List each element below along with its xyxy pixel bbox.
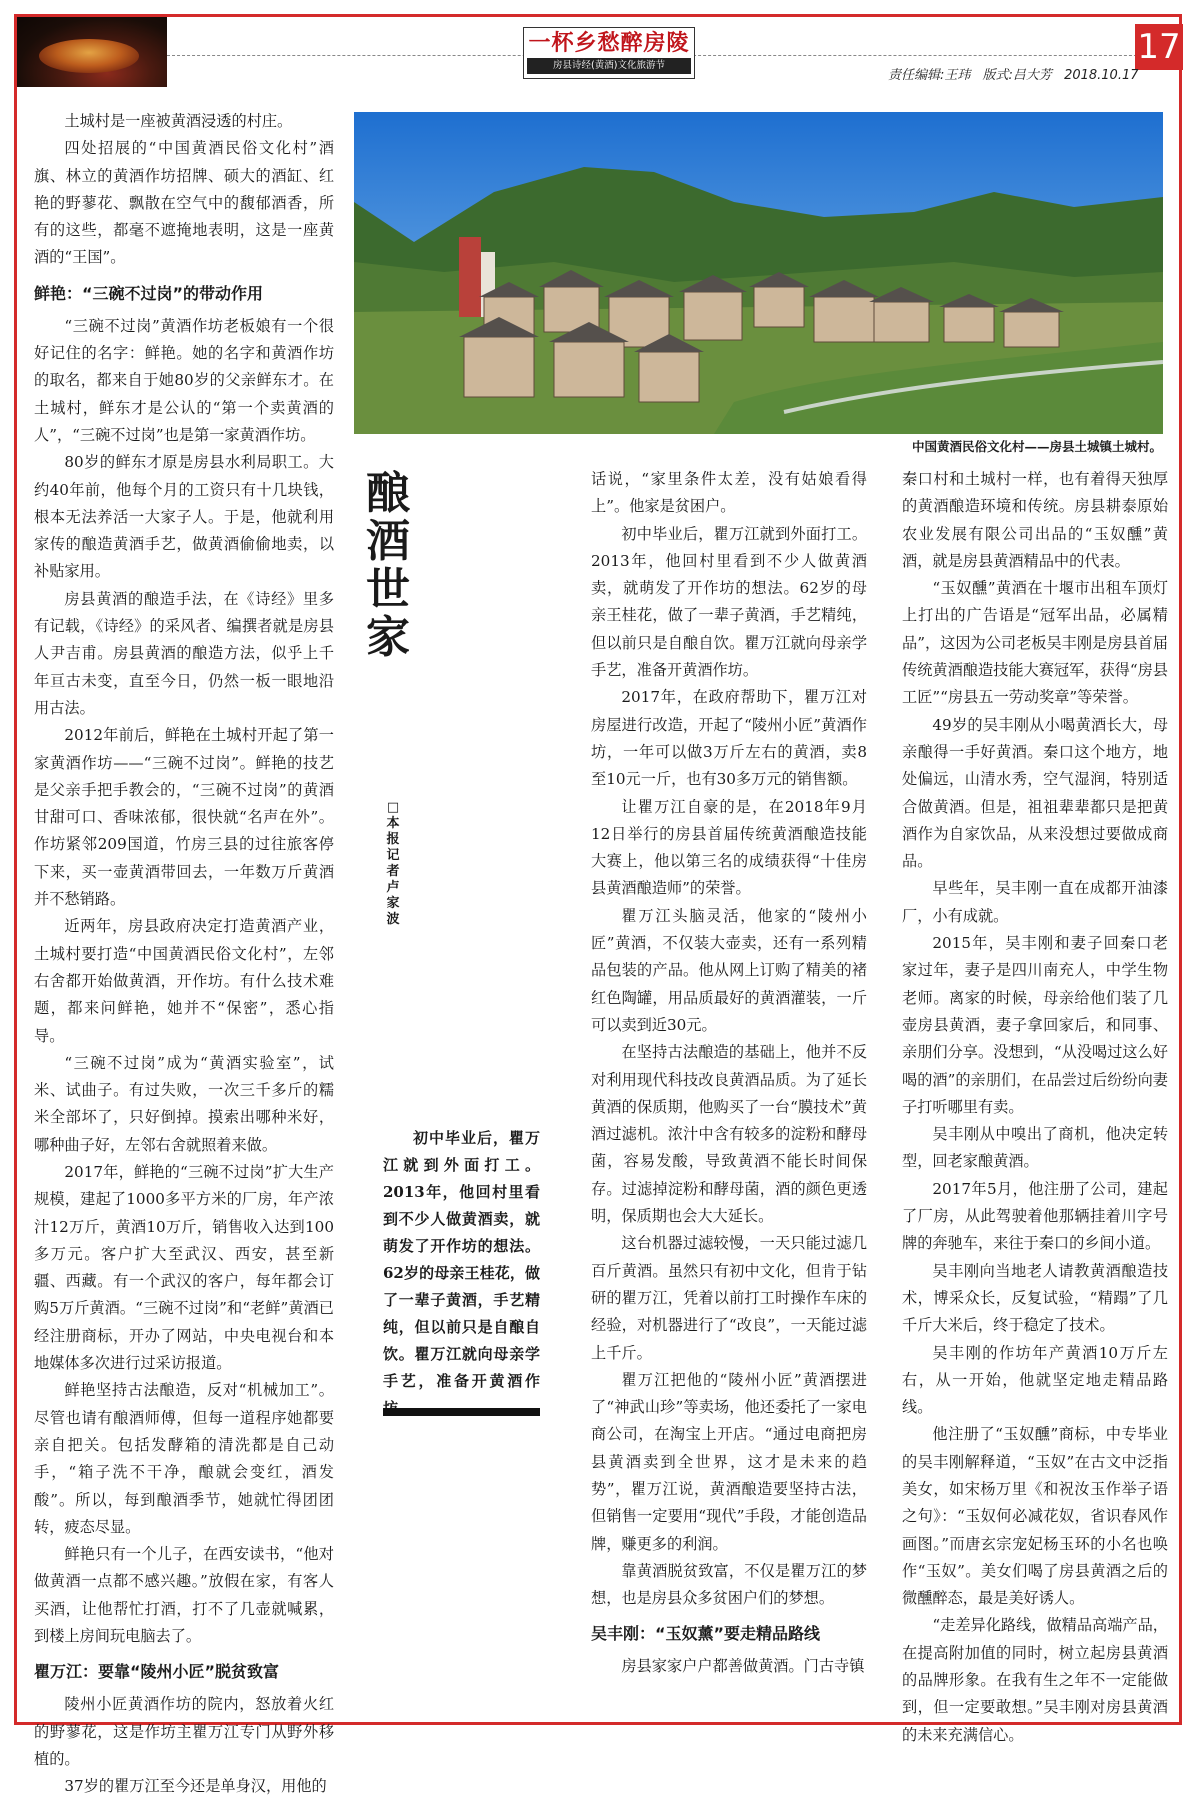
paragraph: 房县家家户户都善做黄酒。门古寺镇 [621,1657,865,1676]
paragraph: 他注册了“玉奴醺”商标，中专毕业的吴丰刚解释道，“玉奴”在古文中泛指美女，如宋杨万里《和祝汝玉作举子语之句》：“玉奴何必减花奴，省识春风作画图。”而唐玄宗宠妃杨玉环的小名也唤作“玉奴”。美女们喝了房县黄酒之后的微醺醉态，最是美好诱人。 [902,1425,1168,1608]
paragraph: 让瞿万江自豪的是，在2018年9月12日举行的房县首届传统黄酒酿造技能大赛上，他以第三名的成绩获得“十佳房县黄酒酿造师”的荣誉。 [591,797,867,898]
byline-char: 记 [386,848,400,863]
paragraph: 2015年，吴丰刚和妻子回秦口老家过年，妻子是四川南充人，中学生物老师。离家的时候，母亲给他们装了几壶房县黄酒，妻子拿回家后，和同事、亲朋们分享。没想到，“从没喝过这么好喝的酒”的亲朋们，在品尝过后纷纷向妻子打听哪里有卖。 [902,934,1168,1116]
page-number: 17 [1135,24,1183,70]
photo-caption: 中国黄酒民俗文化村——房县土城镇土城村。 [911,439,1162,454]
section-heading: 吴丰刚：“玉奴薰”要走精品路线 [591,1624,821,1644]
editor-credit: 责任编辑:王玮 [888,68,971,83]
logo-subtitle: 房县诗经(黄酒)文化旅游节 [527,58,691,74]
layout-credit: 版式:吕大芳 [982,68,1052,83]
headline-char: 酿 [366,468,410,519]
section-heading: 瞿万江：要靠“陵州小匠”脱贫致富 [34,1662,280,1682]
paragraph: 早些年，吴丰刚一直在成都开油漆厂，小有成就。 [902,879,1168,925]
article-column-3 [591,466,867,1681]
headline-char: 家 [366,612,410,663]
paragraph: 初中毕业后，瞿万江就到外面打工。2013年，他回村里看到不少人做黄酒卖，就萌发了开作坊的想法。62岁的母亲王桂花，做了一辈子黄酒，手艺精纯，但以前只是自酿自饮。瞿万江就向母亲学手艺，准备开黄酒作坊。 [591,524,867,680]
article-column-1 [34,108,334,1801]
paragraph: 吴丰刚向当地老人请教黄酒酿造技术，博采众长，反复试验，“精蹋”了几千斤大米后，终于稳定了技术。 [902,1261,1168,1335]
article-column-4 [902,466,1168,1749]
paragraph: “走差异化路线，做精品高端产品，在提高附加值的同时，树立起房县黄酒的品牌形象。在我有生之年不一定能做到，但一定要敢想。”吴丰刚对房县黄酒的未来充满信心。 [902,1616,1168,1744]
logo-title: 一杯乡愁醉房陵 [528,30,690,56]
reporter-byline [382,800,404,928]
paragraph: 49岁的吴丰刚从小喝黄酒长大，母亲酿得一手好黄酒。秦口这个地方，地处偏远，山清水秀，空气湿润，特别适合做黄酒。但是，祖祖辈辈都只是把黄酒作为自家饮品，从来没想过要做成商品。 [902,715,1168,871]
village-photo [354,112,1163,434]
paragraph: 2017年，在政府帮助下，瞿万江对房屋进行改造，开起了“陵州小匠”黄酒作坊，一年可以做3万斤左右的黄酒，卖8至10元一斤，也有30多万元的销售额。 [591,688,867,789]
byline-char: 波 [386,912,400,927]
paragraph: 鲜艳只有一个儿子，在西安读书，“他对做黄酒一点都不感兴趣。”放假在家，有客人买酒，让他帮忙打酒，打不了几壶就喊累，到楼上房间玩电脑去了。 [34,1545,334,1646]
byline-char: 家 [386,896,400,911]
byline-char: □ [386,800,400,815]
paragraph: “三碗不过岗”成为“黄酒实验室”，试米、试曲子。有过失败，一次三千多斤的糯米全部坏了，只好倒掉。摸索出哪种米好，哪种曲子好，左邻右舍就照着来做。 [34,1053,334,1154]
paragraph: 土城村是一座被黄酒浸透的村庄。 [64,112,293,130]
byline-char: 报 [386,832,400,847]
paragraph: 2012年前后，鲜艳在土城村开起了第一家黄酒作坊——“三碗不过岗”。鲜艳的技艺是父亲手把手教会的，“三碗不过岗”的黄酒甘甜可口、香味浓郁，很快就“名声在外”。作坊紧邻209国道，竹房三县的过往旅客停下来，买一壶黄酒带回去，一年数万斤黄酒并不愁销路。 [34,726,334,909]
paragraph: 吴丰刚从中嗅出了商机，他决定转型，回老家酿黄酒。 [902,1125,1168,1171]
paragraph: 四处招展的“中国黄酒民俗文化村”酒旗、林立的黄酒作坊招牌、硕大的酒缸、红艳的野蓼花、飘散在空气中的馥郁酒香，所有的这些，都毫不遮掩地表明，这是一座黄酒的“王国”。 [34,139,334,267]
paragraph: 瞿万江把他的“陵州小匠”黄酒摆进了“神武山珍”等卖场，他还委托了一家电商公司，在淘宝上开店。“通过电商把房县黄酒卖到全世界，这才是未来的趋势”，瞿万江说，黄酒酿造要坚持古法，但销售一定要用“现代”手段，才能创造品牌，赚更多的利润。 [591,1370,867,1553]
paragraph: 话说，“家里条件太差，没有姑娘看得上”。他家是贫困户。 [591,470,867,516]
issue-date: 2018.10.17 [1064,68,1139,83]
headline-char: 酒 [366,516,410,567]
page-credits [880,64,1139,83]
byline-char: 者 [386,864,400,879]
byline-char: 本 [386,816,400,831]
paragraph: 2017年，鲜艳的“三碗不过岗”扩大生产规模，建起了1000多平方米的厂房，年产浓汁12万斤，黄酒10万斤，销售收入达到100多万元。客户扩大至武汉、西安，甚至新疆、西藏。有一个武汉的客户，每年都会订购5万斤黄酒。“三碗不过岗”和“老鲜”黄酒已经注册商标，开办了网站，中央电视台和本地媒体多次进行过采访报道。 [34,1162,334,1373]
paragraph: 近两年，房县政府决定打造黄酒产业，土城村要打造“中国黄酒民俗文化村”，左邻右舍都开始做黄酒，开作坊。有什么技术难题，都来问鲜艳，她并不“保密”，悉心指导。 [34,917,334,1045]
paragraph: 瞿万江头脑灵活，他家的“陵州小匠”黄酒，不仅装大壶卖，还有一系列精品包装的产品。他从网上订购了精美的褚红色陶罐，用品质最好的黄酒灌装，一斤可以卖到近30元。 [591,906,867,1034]
paragraph: 在坚持古法酿造的基础上，他并不反对利用现代科技改良黄酒品质。为了延长黄酒的保质期，他购买了一台“膜技术”黄酒过滤机。浓汁中含有较多的淀粉和酵母菌，容易发酸，导致黄酒不能长时间保存。过滤掉淀粉和酵母菌，酒的颜色更透明，保质期也会大大延长。 [591,1043,867,1226]
paragraph: 37岁的瞿万江至今还是单身汉，用他的 [64,1777,327,1796]
paragraph: 吴丰刚的作坊年产黄酒10万斤左右，从一开始，他就坚定地走精品路线。 [902,1343,1168,1417]
paragraph: “三碗不过岗”黄酒作坊老板娘有一个很好记住的名字：鲜艳。她的名字和黄酒作坊的取名，都来自于她80岁的父亲鲜东才。在土城村，鲜东才是公认的“第一个卖黄酒的人”，“三碗不过岗”也是第一家黄酒作坊。 [34,316,334,444]
wine-cup-image [17,17,167,87]
paragraph: 这台机器过滤较慢，一天只能过滤几百斤黄酒。虽然只有初中文化，但肯于钻研的瞿万江，凭着以前打工时操作车床的经验，对机器进行了“改良”，一天能过滤上千斤。 [591,1234,867,1362]
section-heading: 鲜艳：“三碗不过岗”的带动作用 [34,283,264,303]
section-logo [523,27,695,79]
paragraph: 陵州小匠黄酒作坊的院内，怒放着火红的野蓼花，这是作坊主瞿万江专门从野外移植的。 [34,1695,334,1768]
paragraph: 房县黄酒的酿造手法，在《诗经》里多有记载，《诗经》的采风者、编撰者就是房县人尹吉甫。房县黄酒的酿造方法，似乎上千年亘古未变，直至今日，仍然一板一眼地沿用古法。 [34,589,334,717]
paragraph: 2017年5月，他注册了公司，建起了厂房，从此驾驶着他那辆挂着川字号牌的奔驰车，来往于秦口的乡间小道。 [902,1179,1168,1253]
paragraph: 鲜艳坚持古法酿造，反对“机械加工”。尽管也请有酿酒师傅，但每一道程序她都要亲自把关。包括发酵箱的清洗都是自己动手，“箱子洗不干净，酿就会变红，酒发酸”。所以，每到酿酒季节，她就忙得团团转，疲态尽显。 [34,1381,334,1536]
village-illustration [354,112,1163,434]
pull-quote: 初中毕业后，瞿万江就到外面打工。2013年，他回村里看到不少人做黄酒卖，就萌发了开作坊的想法。62岁的母亲王桂花，做了一辈子黄酒，手艺精纯，但以前只是自酿自饮。瞿万江就向母亲学手艺，准备开黄酒作 [383,1129,540,1390]
paragraph: 秦口村和土城村一样，也有着得天独厚的黄酒酿造环境和传统。房县耕泰原始农业发展有限公司出品的“玉奴醺”黄酒，就是房县黄酒精品中的代表。 [902,470,1168,570]
paragraph: 靠黄酒脱贫致富，不仅是瞿万江的梦想，也是房县众多贫困户们的梦想。 [591,1561,867,1608]
article-headline [364,470,412,662]
headline-char: 世 [366,564,410,615]
byline-char: 卢 [386,880,400,895]
pull-quote-rule [383,1408,540,1416]
paragraph: “玉奴醺”黄酒在十堰市出租车顶灯上打出的广告语是“冠军出品，必属精品”，这因为公司老板吴丰刚是房县首届传统黄酒酿造技能大赛冠军，获得“房县工匠”“房县五一劳动奖章”等荣誉。 [902,579,1168,707]
paragraph: 80岁的鲜东才原是房县水利局职工。大约40年前，他每个月的工资只有十几块钱，根本无法养活一大家子人。于是，他就利用家传的酿造黄酒手艺，做黄酒偷偷地卖，以补贴家用。 [34,453,334,581]
